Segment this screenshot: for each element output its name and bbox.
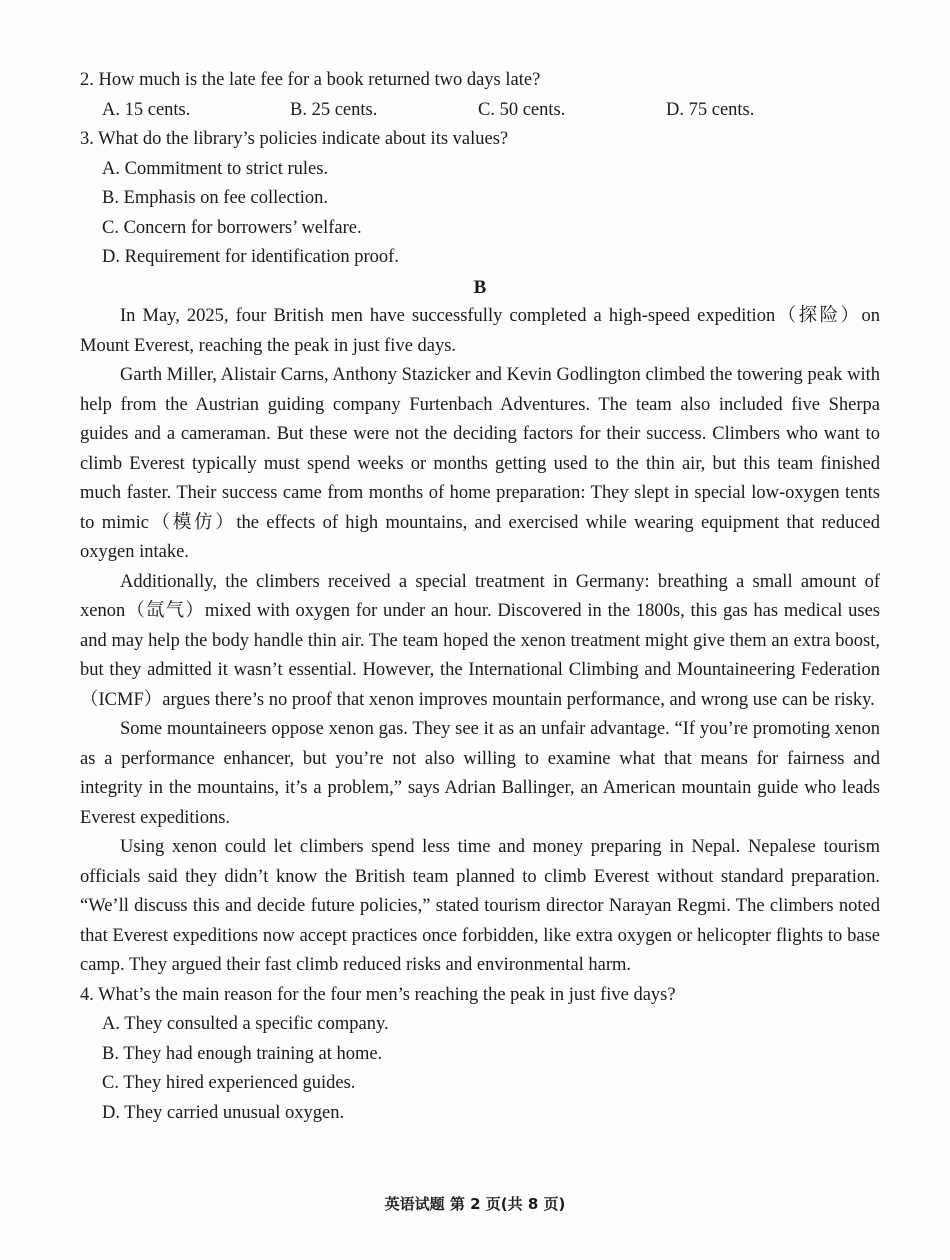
question-4-option-a: A. They consulted a specific company. [102,1014,389,1034]
page-footer: 英语试题 第 2 页(共 8 页) [384,1195,566,1213]
question-4-option-c: C. They hired experienced guides. [102,1073,356,1093]
question-4-stem: 4. What’s the main reason for the four men’s reaching the peak in just five days? [80,984,676,1005]
exam-page [80,66,880,1128]
passage-paragraph-3: Additionally, the climbers received a special treatment in Germany: breathing a small amount of xenon（氙气）mixed with oxygen for under an hour. Discovered in the 1800s, this gas has medical uses and may help the body handle thin air. The team hoped the xenon treatment might give them an extra boost, but they admitted it wasn’t essential. However, the International Climbing and Mountaineering Federation（ICMF）argues there’s no proof that xenon improves mountain performance, and wrong use can be risky. [80,571,880,710]
question-2-option-d: D. 75 cents. [666,99,755,120]
question-4-option-b: B. They had enough training at home. [102,1043,383,1064]
question-3-option-d: D. Requirement for identification proof. [102,247,399,267]
passage-paragraph-4: Some mountaineers oppose xenon gas. They see it as an unfair advantage. “If you’re promoting xenon as a performance enhancer, but you’re not also willing to examine what that means for fairness and integrity in the mountains, it’s a problem,” says Adrian Ballinger, an American mountain guide who leads Everest expeditions. [80,719,880,828]
question-3-option-b: B. Emphasis on fee collection. [102,188,329,208]
passage-paragraph-5: Using xenon could let climbers spend less time and money preparing in Nepal. Nepalese tourism officials said they didn’t know the British team planned to climb Everest without standard preparation. “We’ll discuss this and decide future policies,” stated tourism director Narayan Regmi. The climbers noted that Everest expeditions now accept practices once forbidden, like extra oxygen or helicopter flights to base camp. They argued their fast climb reduced risks and environmental harm. [80,837,880,975]
passage-paragraph-1: In May, 2025, four British men have successfully completed a high-speed expedition（探险）on Mount Everest, reaching the peak in just five days. [80,306,880,356]
question-4-option-d: D. They carried unusual oxygen. [102,1102,345,1123]
question-3-option-c: C. Concern for borrowers’ welfare. [102,217,362,238]
section-title: B [473,276,487,298]
question-2-stem: 2. How much is the late fee for a book returned two days late? [80,70,541,90]
question-2-options [80,96,880,126]
question-2-option-c: C. 50 cents. [478,99,566,120]
question-3-option-a: A. Commitment to strict rules. [102,158,329,179]
question-2-option-a: A. 15 cents. [102,99,191,120]
question-3-stem: 3. What do the library’s policies indicate about its values? [80,129,509,149]
question-2-option-b: B. 25 cents. [290,99,378,120]
passage-paragraph-2: Garth Miller, Alistair Carns, Anthony Stazicker and Kevin Godlington climbed the towering peak with help from the Austrian guiding company Furtenbach Adventures. The team also included five Sherpa guides and a cameraman. But these were not the deciding factors for their success. Climbers who want to climb Everest typically must spend weeks or months getting used to the thin air, but this team finished much faster. Their success came from months of home preparation: They slept in special low-oxygen tents to mimic（模仿）the effects of high mountains, and exercised while wearing equipment that reduced oxygen intake. [80,365,880,562]
